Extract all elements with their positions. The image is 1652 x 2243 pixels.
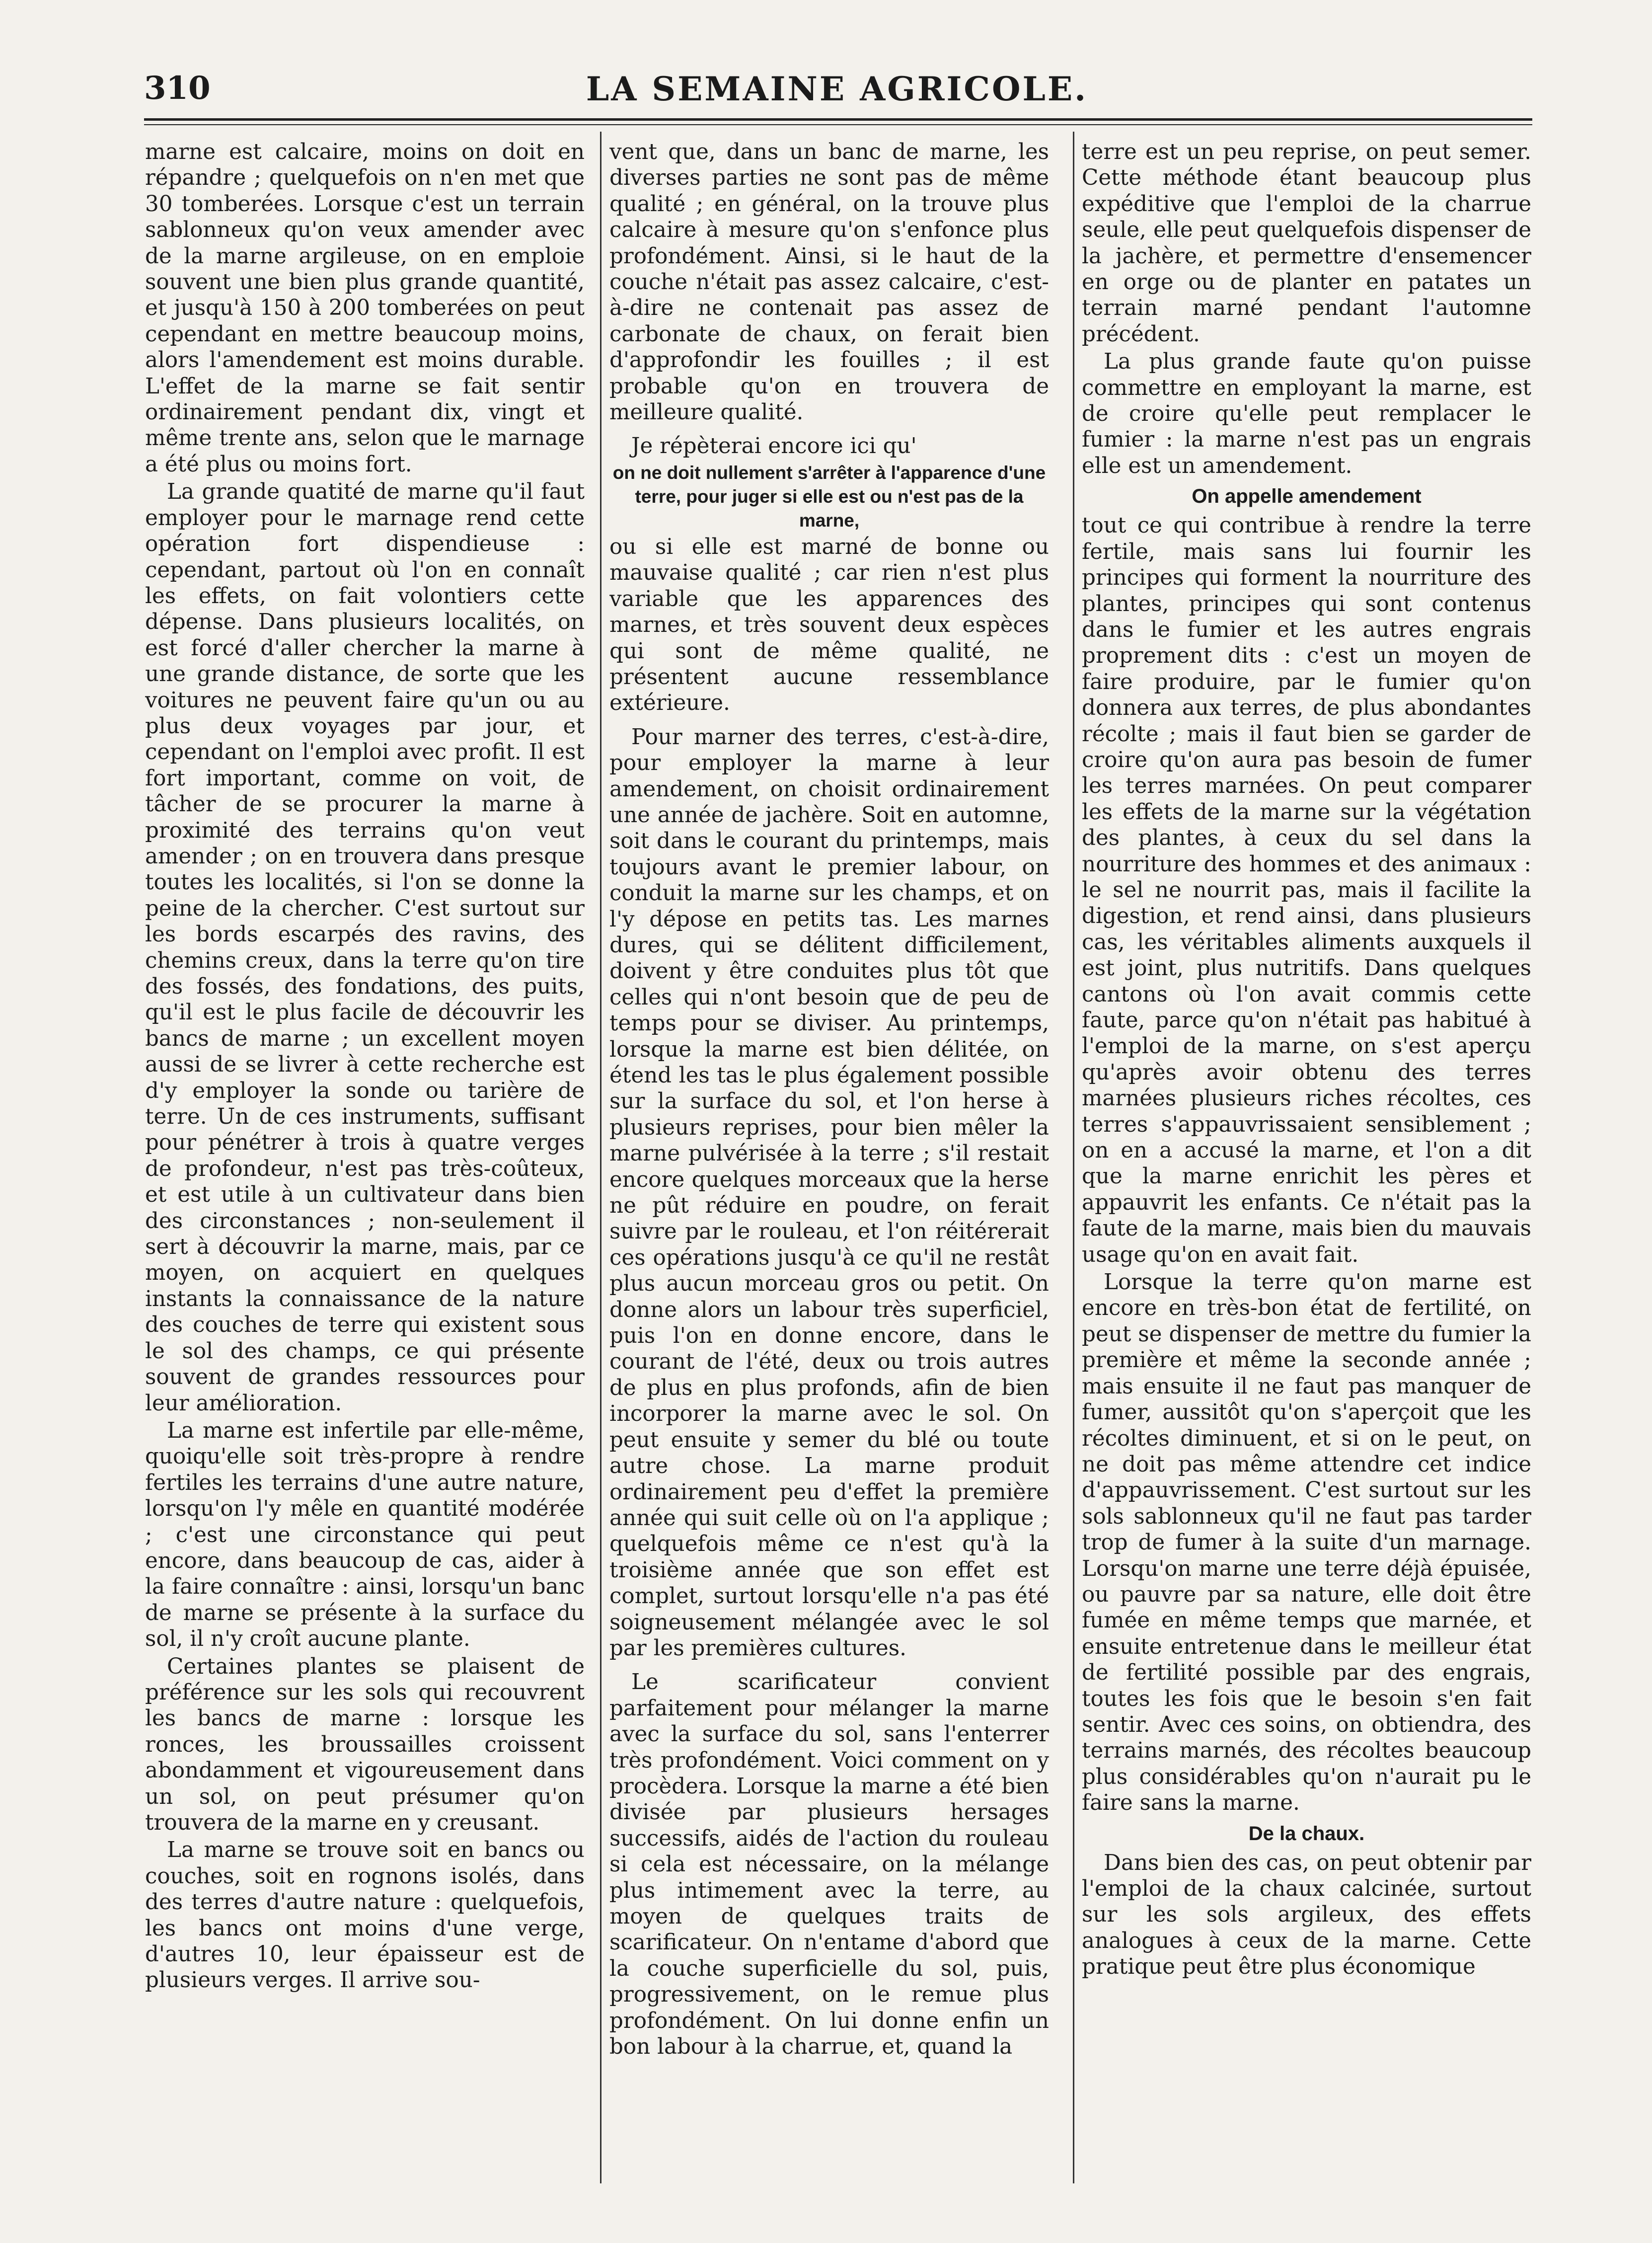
column-divider-1 (600, 132, 601, 2183)
paragraph: Certaines plantes se plaisent de préférence sur les sols qui recouvrent les bancs de marne : lorsque les ronces, les broussailles croissent abondamment et vigoureusement dans un sol, on peut présumer qu'on trouvera de la marne en y creusant. (145, 1654, 585, 1835)
column-divider-2 (1073, 132, 1074, 2183)
publication-title: LA SEMAINE AGRICOLE. (586, 70, 1088, 108)
paragraph: Pour marner des terres, c'est-à-dire, pour employer la marne à leur amendement, on choisit ordinairement une année de jachère. Soit en automne, soit dans le courant du printemps, mais toujours avant le premier labour, on conduit la marne sur les champs, et on l'y dépose en petits tas. Les marnes dures, qui se délitent difficilement, doivent y être conduites plus tôt que celles qui n'ont besoin que de peu de temps pour se diviser. Au printemps, lorsque la marne est bien délitée, on étend les tas le plus également possible sur la surface du sol, et l'on herse à plusieurs reprises, pour bien mêler la marne pulvérisée à la terre ; s'il restait encore quelques morceaux que la herse ne pût réduire en poudre, on ferait suivre par le rouleau, et l'on réitérerait ces opérations jusqu'à ce qu'il ne restât plus aucun morceau gros ou petit. On donne alors un labour très superficiel, puis l'on en donne encore, dans le courant de l'été, deux ou trois autres de plus en plus profonds, afin de bien incorporer la marne avec le sol. On peut ensuite y semer du blé ou toute autre chose. La marne produit ordinairement peu d'effet la première année qui suit celle où on l'a applique ; quelquefois même ce n'est qu'à la troisième année que son effet est complet, surtout lorsqu'elle n'a pas été soigneusement mélangée avec le sol par les premières cultures. (609, 724, 1049, 1661)
column-3 (1082, 139, 1531, 2186)
section-heading: De la chaux. (1248, 1822, 1365, 1845)
paragraph: marne est calcaire, moins on doit en répandre ; quelquefois on n'en met que 30 tomberées. Lorsque c'est un terrain sablonneux qu'on veux amender avec de la marne argileuse, on en emploie souvent une bien plus grande quantité, et jusqu'à 150 à 200 tomberées on peut cependant en mettre beaucoup moins, alors l'amendement est moins durable. L'effet de la marne se fait sentir ordinairement pendant dix, vingt et même trente ans, selon que le marnage a été plus ou moins fort. (145, 140, 585, 477)
header-rule-thin (144, 124, 1532, 125)
paragraph: La plus grande faute qu'on puisse commettre en employant la marne, est de croire qu'elle peut remplacer le fumier : la marne n'est pas un engrais elle est un amendement. (1082, 349, 1531, 478)
emphasized-statement: on ne doit nullement s'arrêter à l'apparence d'une terre, pour juger si elle est ou n'est pas de la marne, (612, 462, 1046, 531)
paragraph: Je répèterai encore ici qu' (631, 434, 917, 459)
paragraph: ou si elle est marné de bonne ou mauvaise qualité ; car rien n'est plus variable que les apparences des marnes, et très souvent deux espèces qui sont de même qualité, ne présentent aucune ressemblance extérieure. (609, 534, 1049, 716)
paragraph: Lorsque la terre qu'on marne est encore en très-bon état de fertilité, on peut se dispenser de mettre du fumier la première et même la seconde année ; mais ensuite il ne faut pas manquer de fumer, aussitôt qu'on s'aperçoit que les récoltes diminuent, et si on le peut, on ne doit pas même attendre cet indice d'appauvrissement. C'est surtout sur les sols sablonneux qu'il ne faut pas tarder trop de fumer à la suite d'un marnage. Lorsqu'on marne une terre déjà épuisée, ou pauvre par sa nature, elle doit être fumée en même temps que marnée, et ensuite entretenue dans le meilleur état de fertilité possible par des engrais, toutes les fois que le besoin s'en fait sentir. Avec ces soins, on obtiendra, des terrains marnés, des récoltes beaucoup plus considérables qu'on n'aurait pu le faire sans la marne. (1082, 1270, 1531, 1816)
paragraph: Le scarificateur convient parfaitement pour mélanger la marne avec la surface du sol, sans l'enterrer très profondément. Voici comment on y procèdera. Lorsque la marne a été bien divisée par plusieurs hersages successifs, aidés de l'action du rouleau si cela est nécessaire, on la mélange plus intimement avec la terre, au moyen de quelques traits de scarificateur. On n'entame d'abord que la couche superficielle du sol, puis, progressivement, on le remue plus profondément. On lui donne enfin un bon labour à la charrue, et, quand la (609, 1670, 1049, 2060)
column-2 (609, 139, 1049, 2186)
section-heading: On appelle amendement (1192, 485, 1422, 508)
header-rule (144, 118, 1532, 121)
paragraph: La marne est infertile par elle-même, quoiqu'elle soit très-propre à rendre fertiles les terrains d'une autre nature, lorsqu'on l'y mêle en quantité modérée ; c'est une circonstance qui peut encore, dans beaucoup de cas, aider à la faire connaître : ainsi, lorsqu'un banc de marne se présente à la surface du sol, il n'y croît aucune plante. (145, 1418, 585, 1652)
paragraph: tout ce qui contribue à rendre la terre fertile, mais sans lui fournir les principes qui forment la nourriture des plantes, principes qui sont contenus dans le fumier et les autres engrais proprement dits : c'est un moyen de faire produire, par le fumier qu'on donnera aux terres, de plus abondantes récolte ; mais il faut bien se garder de croire qu'on aura pas besoin de fumer les terres marnées. On peut comparer les effets de la marne sur la végétation des plantes, à ceux du sel dans la nourriture des hommes et des animaux : le sel ne nourrit pas, mais il facilite la digestion, et rend ainsi, dans plusieurs cas, les véritables aliments auxquels il est joint, plus nutritifs. Dans quelques cantons où l'on avait commis cette faute, parce qu'on n'était pas habitué à l'emploi de la marne, on s'est aperçu qu'après avoir obtenu des terres marnées plusieurs riches récoltes, ces terres s'appauvrissaient sensiblement ; on en a accusé la marne, et l'on a dit que la marne enrichit les pères et appauvrit les enfants. Ce n'était pas la faute de la marne, mais bien du mauvais usage qu'on en avait fait. (1082, 513, 1531, 1267)
paragraph: Dans bien des cas, on peut obtenir par l'emploi de la chaux calcinée, surtout sur les sols argileux, des effets analogues à ceux de la marne. Cette pratique peut être plus économique (1082, 1850, 1531, 1980)
page-number: 310 (144, 70, 211, 107)
page-header (144, 70, 1530, 119)
paragraph: terre est un peu reprise, on peut semer. Cette méthode étant beaucoup plus expéditive que l'emploi de la charrue seule, elle peut quelquefois dispenser de la jachère, et permettre d'ensemencer en orge ou de planter en patates un terrain marné pendant l'automne précédent. (1082, 140, 1531, 347)
paragraph: vent que, dans un banc de marne, les diverses parties ne sont pas de même qualité ; en général, on la trouve plus calcaire à mesure qu'on s'enfonce plus profondément. Ainsi, si le haut de la couche n'était pas assez calcaire, c'est-à-dire ne contenait pas assez de carbonate de chaux, on ferait bien d'approfondir les fouilles ; il est probable qu'on en trouvera de meilleure qualité. (609, 140, 1049, 425)
paragraph: La marne se trouve soit en bancs ou couches, soit en rognons isolés, dans des terres d'autre nature : quelquefois, les bancs ont moins d'une verge, d'autres 10, leur épaisseur est de plusieurs verges. Il arrive sou- (145, 1838, 585, 1993)
column-1 (145, 139, 585, 2186)
paragraph: La grande quatité de marne qu'il faut employer pour le marnage rend cette opération fort dispendieuse : cependant, partout où l'on en connaît les effets, on fait volontiers cette dépense. Dans plusieurs localités, on est forcé d'aller chercher la marne à une grande distance, de sorte que les voitures ne peuvent faire qu'un ou au plus deux voyages par jour, et cependant on l'emploi avec profit. Il est fort important, comme on voit, de tâcher de se procurer la marne à proximité des terrains qu'on veut amender ; on en trouvera dans presque toutes les localités, si l'on se donne la peine de la chercher. C'est surtout sur les bords escarpés des ravins, des chemins creux, dans la terre qu'on tire des fossés, des fondations, des puits, qu'il est le plus facile de découvrir les bancs de marne ; un excellent moyen aussi de se livrer à cette recherche est d'y employer la sonde ou tarière de terre. Un de ces instruments, suffisant pour pénétrer à trois à quatre verges de profondeur, n'est pas très-coûteux, et est utile à un cultivateur dans bien des circonstances ; non-seulement il sert à découvrir la marne, mais, par ce moyen, on acquiert en quelques instants la connaissance de la nature des couches de terre qui existent sous le sol des champs, ce qui présente souvent de grandes ressources pour leur amélioration. (145, 479, 585, 1416)
